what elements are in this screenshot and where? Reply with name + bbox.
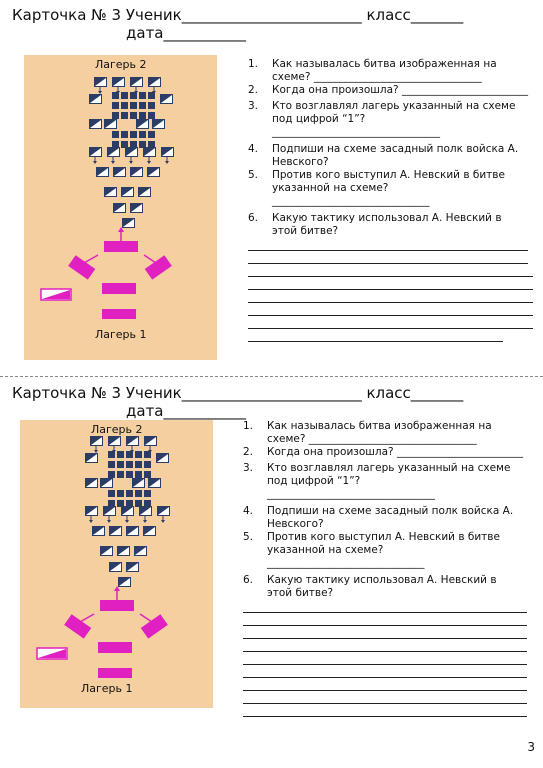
infantry-unit: [144, 500, 151, 507]
question-text: Подпиши на схеме засадный полк войска А. Невского?: [272, 143, 519, 168]
infantry-unit: [117, 471, 124, 478]
infantry-unit: [108, 471, 115, 478]
answer-line[interactable]: [243, 716, 527, 717]
infantry-unit: [130, 112, 137, 119]
infantry-unit: [126, 490, 133, 497]
russian-arrow: [144, 255, 156, 263]
infantry-unit: [130, 131, 137, 138]
infantry-unit: [117, 451, 124, 458]
question-text: Когда она произошла? ________________________: [272, 84, 528, 96]
russian-arrow: [80, 614, 94, 622]
infantry-unit: [130, 102, 137, 109]
infantry-unit: [148, 102, 155, 109]
infantry-unit: [108, 451, 115, 458]
advance-arrowhead: [111, 161, 115, 164]
answer-line[interactable]: [248, 341, 503, 342]
questions-list: [243, 420, 523, 600]
question-text: Кто возглавлял лагерь указанный на схеме под цифрой “1”? ________________________________: [267, 462, 511, 500]
infantry-unit: [144, 461, 151, 468]
advance-arrowhead: [129, 161, 133, 164]
infantry-unit: [117, 461, 124, 468]
question-text: Как называлась битва изображенная на схеме? ________________________________: [267, 420, 492, 445]
cut-line: [0, 376, 543, 377]
answer-line[interactable]: [248, 328, 533, 329]
advance-arrowhead: [147, 161, 151, 164]
question-text: Кто возглавлял лагерь указанный на схеме под цифрой “1”? ________________________________: [272, 100, 516, 138]
question-item: 3. Кто возглавлял лагерь указанный на схеме под цифрой “1”? ________________________________: [243, 462, 523, 501]
camp-2-label: Лагерь 2: [95, 58, 147, 71]
advance-arrowhead: [94, 450, 98, 453]
question-text: Подпиши на схеме засадный полк войска А. Невского?: [267, 505, 514, 530]
question-text: Какую тактику использовал А. Невский в этой битве?: [267, 574, 497, 599]
answer-line[interactable]: [243, 612, 527, 613]
advance-arrowhead: [125, 520, 129, 523]
infantry-unit: [148, 112, 155, 119]
russian-rear-regiment: [98, 668, 132, 678]
russian-center-regiment: [104, 241, 138, 252]
question-item: 1. Как называлась битва изображенная на схеме? ________________________________: [243, 420, 523, 446]
answer-lines: [248, 250, 533, 350]
answer-line[interactable]: [248, 263, 528, 264]
advance-arrowhead: [143, 520, 147, 523]
answer-line[interactable]: [248, 289, 533, 290]
russian-arrow: [140, 614, 152, 622]
card-header-date: дата___________: [126, 24, 246, 42]
answer-line[interactable]: [243, 664, 527, 665]
answer-line[interactable]: [248, 302, 533, 303]
battle-scheme-svg: [20, 420, 213, 708]
question-item: 4. Подпиши на схеме засадный полк войска А. Невского?: [248, 143, 528, 169]
advance-arrowhead: [98, 91, 102, 94]
infantry-unit: [108, 461, 115, 468]
battle-diagram: [20, 420, 213, 708]
russian-reserve-regiment: [98, 642, 132, 653]
infantry-unit: [112, 131, 119, 138]
infantry-unit: [112, 102, 119, 109]
infantry-unit: [148, 92, 155, 99]
answer-line[interactable]: [243, 690, 527, 691]
card-header-title: Карточка № 3 Ученик________________________ класс_______: [12, 384, 464, 402]
infantry-unit: [139, 141, 146, 148]
camp-1-label: Лагерь 1: [95, 328, 147, 341]
infantry-unit: [121, 141, 128, 148]
answer-line[interactable]: [243, 625, 527, 626]
answer-line[interactable]: [248, 250, 528, 251]
infantry-unit: [121, 112, 128, 119]
russian-arrow: [84, 255, 98, 263]
answer-line[interactable]: [243, 677, 527, 678]
infantry-unit: [112, 92, 119, 99]
question-item: 2. Когда она произошла? ________________________: [248, 84, 528, 96]
infantry-unit: [126, 461, 133, 468]
russian-rear-regiment: [102, 309, 136, 319]
answer-line[interactable]: [243, 703, 527, 704]
infantry-unit: [126, 451, 133, 458]
advance-arrowhead: [89, 520, 93, 523]
advance-arrowhead: [165, 161, 169, 164]
battle-diagram: [24, 55, 217, 360]
question-item: 5. Против кого выступил А. Невский в битве указанной на схеме? ______________________________: [243, 531, 523, 570]
infantry-unit: [144, 451, 151, 458]
infantry-unit: [144, 471, 151, 478]
infantry-unit: [135, 490, 142, 497]
russian-center-regiment: [100, 600, 134, 611]
infantry-unit: [144, 490, 151, 497]
infantry-unit: [108, 500, 115, 507]
answer-line[interactable]: [243, 638, 527, 639]
question-item: 2. Когда она произошла? ________________________: [243, 446, 523, 458]
question-item: 1. Как называлась битва изображенная на схеме? ________________________________: [248, 58, 528, 84]
card-1: [0, 0, 543, 372]
question-text: Против кого выступил А. Невский в битве указанной на схеме? ______________________________: [272, 169, 505, 207]
infantry-unit: [126, 471, 133, 478]
infantry-unit: [135, 451, 142, 458]
question-text: Против кого выступил А. Невский в битве указанной на схеме? ______________________________: [267, 531, 500, 569]
battle-scheme-svg: [24, 55, 217, 360]
infantry-unit: [135, 471, 142, 478]
page-number: 3: [527, 740, 535, 754]
advance-arrowhead: [161, 520, 165, 523]
question-item: 5. Против кого выступил А. Невский в битве указанной на схеме? ______________________________: [248, 169, 528, 208]
infantry-unit: [126, 500, 133, 507]
infantry-unit: [135, 461, 142, 468]
question-item: 6. Какую тактику использовал А. Невский в этой битве?: [248, 212, 528, 238]
infantry-unit: [112, 112, 119, 119]
infantry-unit: [139, 112, 146, 119]
question-text: Когда она произошла? ________________________: [267, 446, 523, 458]
infantry-unit: [121, 102, 128, 109]
advance-arrowhead: [93, 161, 97, 164]
infantry-unit: [139, 131, 146, 138]
question-item: 3. Кто возглавлял лагерь указанный на схеме под цифрой “1”? ________________________________: [248, 100, 528, 139]
questions-list: [248, 58, 528, 238]
question-item: 4. Подпиши на схеме засадный полк войска А. Невского?: [243, 505, 523, 531]
infantry-unit: [117, 490, 124, 497]
infantry-unit: [121, 92, 128, 99]
camp-2-label: Лагерь 2: [91, 423, 143, 436]
camp-1-label: Лагерь 1: [81, 682, 133, 695]
russian-reserve-regiment: [102, 283, 136, 294]
card-2: [0, 378, 543, 738]
infantry-unit: [148, 141, 155, 148]
infantry-unit: [139, 102, 146, 109]
answer-line[interactable]: [248, 276, 533, 277]
infantry-unit: [117, 500, 124, 507]
question-text: Как называлась битва изображенная на схеме? ________________________________: [272, 58, 497, 83]
advance-arrowhead: [107, 520, 111, 523]
answer-lines: [243, 612, 528, 722]
infantry-unit: [130, 92, 137, 99]
infantry-unit: [135, 500, 142, 507]
question-item: 6. Какую тактику использовал А. Невский в этой битве?: [243, 574, 523, 600]
infantry-unit: [139, 92, 146, 99]
card-header-title: Карточка № 3 Ученик________________________ класс_______: [12, 6, 464, 24]
infantry-unit: [112, 141, 119, 148]
infantry-unit: [130, 141, 137, 148]
infantry-unit: [108, 490, 115, 497]
infantry-unit: [121, 131, 128, 138]
card-header-date: дата___________: [126, 402, 246, 420]
answer-line[interactable]: [243, 651, 527, 652]
answer-line[interactable]: [248, 315, 533, 316]
infantry-unit: [148, 131, 155, 138]
question-text: Какую тактику использовал А. Невский в этой битве?: [272, 212, 502, 237]
